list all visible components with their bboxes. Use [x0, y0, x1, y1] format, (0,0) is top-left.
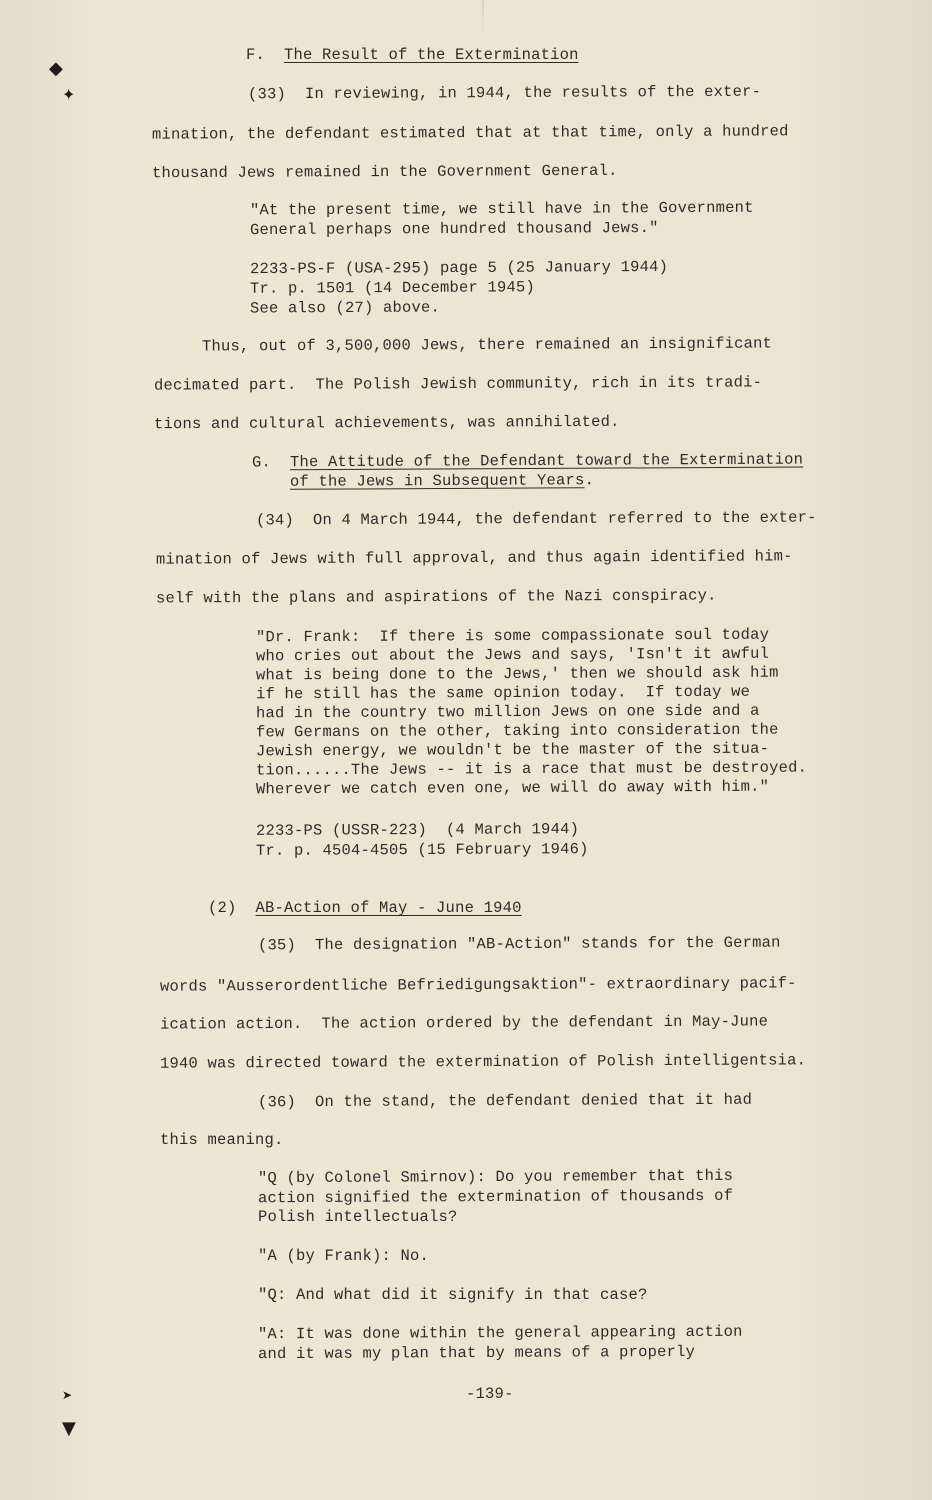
quote-line: "Q (by Colonel Smirnov): Do you remember that this	[257, 1166, 734, 1188]
quote-line: "Q: And what did it signify in that case?	[258, 1286, 648, 1304]
quote-line: tion......The Jews -- it is a race that must be destroyed.	[255, 758, 808, 780]
page-crease	[482, 0, 484, 40]
citation-line: 2233-PS (USSR-223) (4 March 1944)	[255, 820, 580, 840]
quote-line: Wherever we catch even one, we will do away with him."	[255, 777, 770, 799]
quote-line: Jewish energy, we wouldn't be the master of the situa-	[255, 739, 770, 761]
citation-line: Tr. p. 1501 (14 December 1945)	[249, 278, 536, 298]
punch-mark-icon: ✦	[62, 85, 76, 104]
section-f-heading: F. The Result of the Extermination	[246, 46, 579, 64]
punch-mark-icon: ◆	[49, 58, 63, 79]
quote-line: what is being done to the Jews,' then we should ask him	[255, 663, 779, 685]
paragraph-36-line: (36) On the stand, the defendant denied that it had	[257, 1090, 753, 1112]
quote-line: few Germans on the other, taking into consideration the	[255, 720, 779, 742]
paragraph-thus-line: Thus, out of 3,500,000 Jews, there remained an insignificant	[201, 334, 773, 356]
paragraph-thus-line: decimated part. The Polish Jewish community, rich in its tradi-	[153, 373, 763, 395]
quote-line: "A: It was done within the general appearing action	[257, 1322, 743, 1344]
citation-line: 2233-PS-F (USA-295) page 5 (25 January 1944)	[249, 257, 669, 279]
page-number: -139-	[466, 1385, 514, 1403]
paragraph-34-line: mination of Jews with full approval, and thus again identified him-	[155, 547, 793, 569]
quote-line: and it was my plan that by means of a properly	[257, 1342, 696, 1364]
quote-line: General perhaps one hundred thousand Jews."	[249, 218, 659, 240]
subsection-2-heading: (2) AB-Action of May - June 1940	[208, 899, 522, 917]
paragraph-33-line: thousand Jews remained in the Government General.	[151, 161, 618, 183]
quote-line: who cries out about the Jews and says, 'Isn't it awful	[255, 644, 770, 666]
paragraph-35-line: ication action. The action ordered by the defendant in May-June	[159, 1012, 769, 1034]
paragraph-35-line: 1940 was directed toward the extermination of Polish intelligentsia.	[159, 1051, 807, 1073]
paragraph-35-line: words "Ausserordentliche Befriedigungsaktion"- extraordinary pacif-	[159, 974, 797, 996]
paragraph-34-line: (34) On 4 March 1944, the defendant referred to the exter-	[255, 508, 817, 530]
paragraph-thus-line: tions and cultural achievements, was annihilated.	[153, 412, 620, 434]
section-g-heading-line2: of the Jews in Subsequent Years.	[289, 471, 595, 491]
quote-line: "A (by Frank): No.	[258, 1247, 430, 1265]
punch-mark-icon: ➤	[62, 1388, 73, 1402]
paragraph-33-line: (33) In reviewing, in 1944, the results of the exter-	[247, 82, 762, 104]
paragraph-34-line: self with the plans and aspirations of the Nazi conspiracy.	[155, 586, 717, 608]
quote-line: "At the present time, we still have in the Government	[249, 198, 754, 220]
paragraph-33-line: mination, the defendant estimated that at that time, only a hundred	[151, 122, 789, 144]
quote-line: if he still has the same opinion today. If today we	[255, 682, 751, 704]
quote-line: had in the country two million Jews on one side and a	[255, 701, 760, 723]
section-g-heading: G. The Attitude of the Defendant toward the Extermination	[251, 450, 804, 472]
citation-line: See also (27) above.	[249, 298, 441, 318]
paragraph-36-line: this meaning.	[160, 1131, 284, 1149]
paragraph-35-line: (35) The designation "AB-Action" stands for the German	[257, 933, 781, 955]
punch-mark-icon: ▼	[62, 1418, 76, 1439]
citation-line: Tr. p. 4504-4505 (15 February 1946)	[255, 840, 589, 860]
quote-line: "Dr. Frank: If there is some compassionate soul today	[255, 625, 770, 647]
quote-line: Polish intellectuals?	[258, 1208, 458, 1226]
quote-line: action signified the extermination of thousands of	[257, 1186, 734, 1208]
